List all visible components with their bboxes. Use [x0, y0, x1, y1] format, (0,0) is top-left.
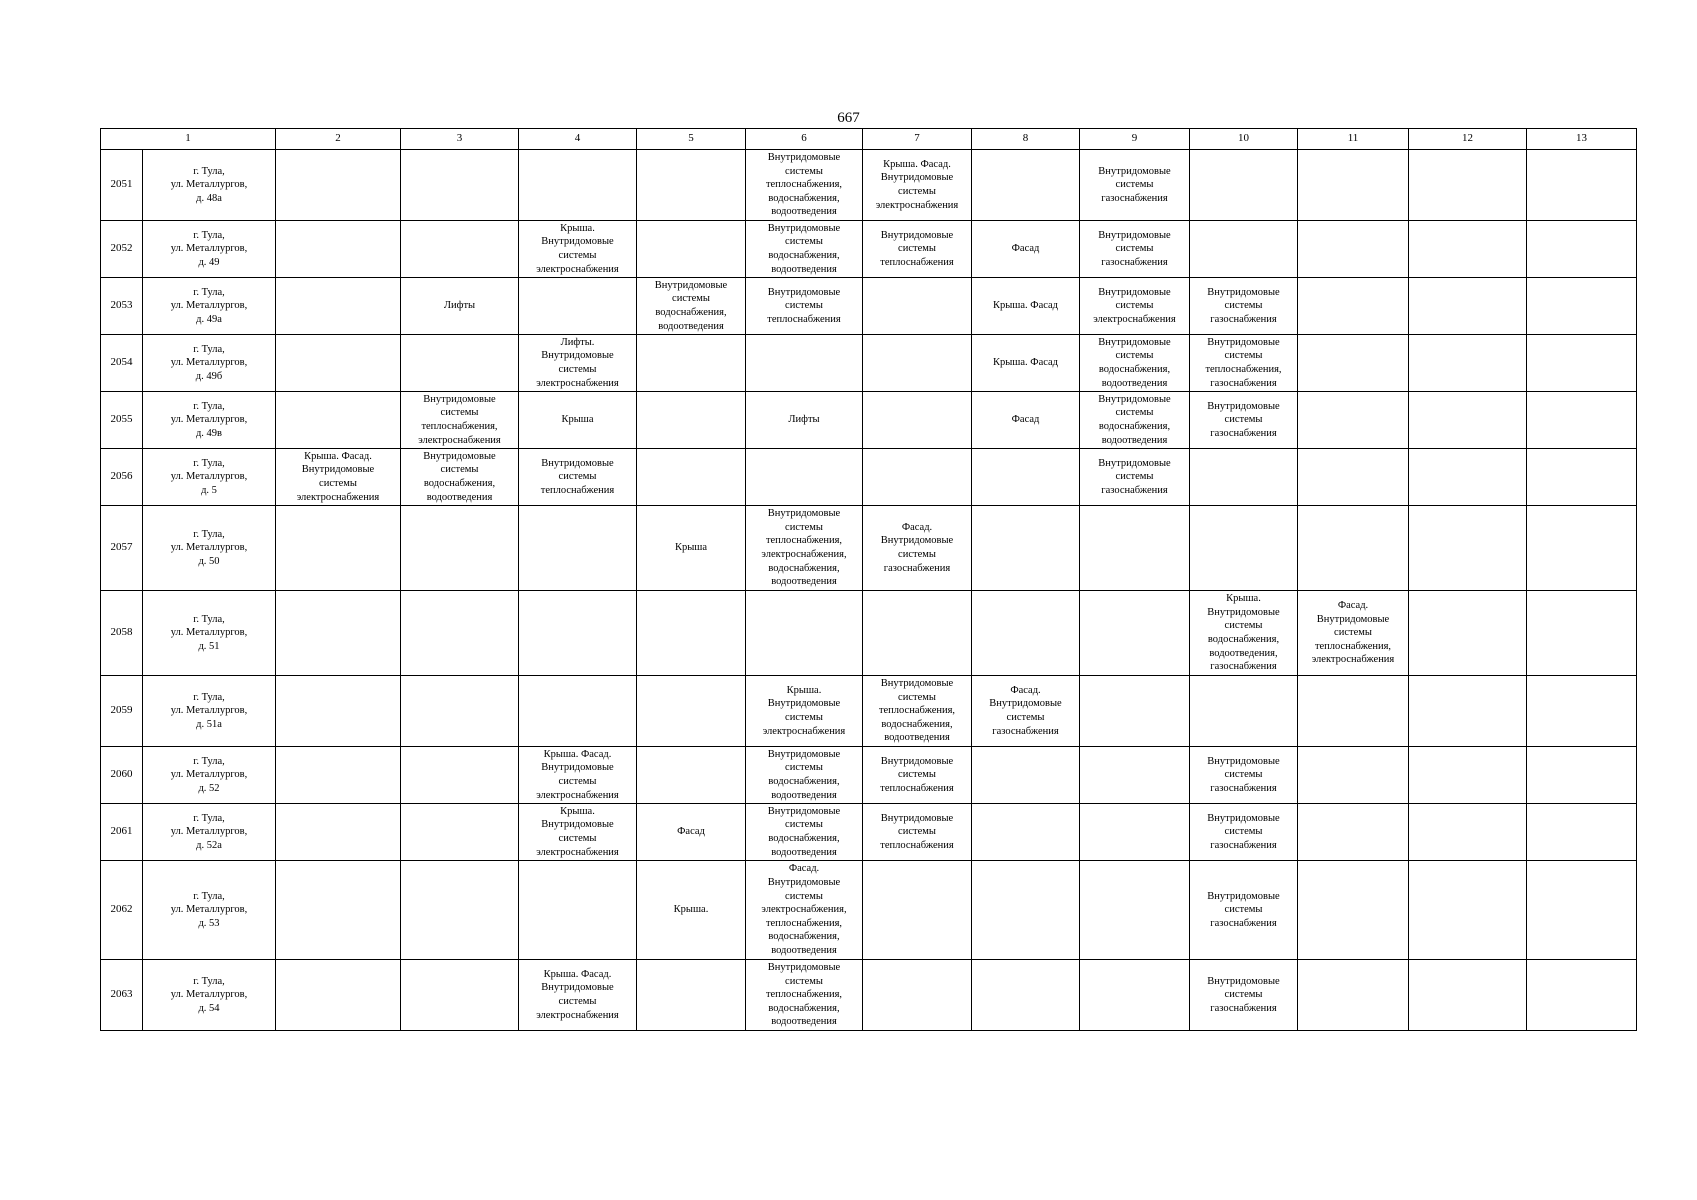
row-number: 2053: [101, 278, 143, 335]
work-cell-col-7: Внутридомовые системы теплоснабжения: [863, 804, 972, 861]
work-cell-col-2: [276, 676, 401, 747]
table-row: [101, 278, 1637, 335]
work-cell-col-10: Внутридомовые системы газоснабжения: [1190, 278, 1298, 335]
work-cell-col-10: Внутридомовые системы газоснабжения: [1190, 960, 1298, 1031]
work-cell-col-5: [637, 449, 746, 506]
work-cell-col-10: [1190, 676, 1298, 747]
work-cell-col-13: [1527, 747, 1637, 804]
table-row: [101, 221, 1637, 278]
work-cell-col-13: [1527, 506, 1637, 591]
work-cell-col-5: [637, 335, 746, 392]
work-cell-col-12: [1409, 747, 1527, 804]
work-cell-col-9: Внутридомовые системы электроснабжения: [1080, 278, 1190, 335]
table-row: [101, 335, 1637, 392]
table-row: [101, 591, 1637, 676]
work-cell-col-8: [972, 506, 1080, 591]
work-cell-col-6: [746, 335, 863, 392]
work-cell-col-10: Внутридомовые системы газоснабжения: [1190, 804, 1298, 861]
column-header: 11: [1298, 129, 1409, 150]
work-cell-col-7: [863, 449, 972, 506]
work-cell-col-9: [1080, 676, 1190, 747]
column-header: 10: [1190, 129, 1298, 150]
work-cell-col-6: Внутридомовые системы водоснабжения, водоотведения: [746, 804, 863, 861]
table-row: [101, 861, 1637, 960]
work-cell-col-8: [972, 747, 1080, 804]
work-cell-col-7: [863, 861, 972, 960]
work-cell-col-6: Фасад. Внутридомовые системы электроснабжения, теплоснабжения, водоснабжения, водоотведения: [746, 861, 863, 960]
work-cell-col-6: Внутридомовые системы теплоснабжения: [746, 278, 863, 335]
work-cell-col-2: [276, 591, 401, 676]
work-cell-col-3: Внутридомовые системы водоснабжения, водоотведения: [401, 449, 519, 506]
row-number: 2061: [101, 804, 143, 861]
work-cell-col-12: [1409, 676, 1527, 747]
work-cell-col-4: Крыша: [519, 392, 637, 449]
work-cell-col-9: [1080, 861, 1190, 960]
work-cell-col-13: [1527, 591, 1637, 676]
work-cell-col-7: [863, 960, 972, 1031]
work-cell-col-8: Фасад. Внутридомовые системы газоснабжения: [972, 676, 1080, 747]
work-cell-col-9: [1080, 591, 1190, 676]
address-cell: г. Тула, ул. Металлургов, д. 49а: [143, 278, 276, 335]
work-cell-col-2: [276, 861, 401, 960]
work-cell-col-9: Внутридомовые системы водоснабжения, водоотведения: [1080, 335, 1190, 392]
work-cell-col-7: Внутридомовые системы теплоснабжения: [863, 221, 972, 278]
column-header: 3: [401, 129, 519, 150]
address-cell: г. Тула, ул. Металлургов, д. 51а: [143, 676, 276, 747]
table-row: [101, 449, 1637, 506]
work-cell-col-13: [1527, 676, 1637, 747]
work-cell-col-7: Крыша. Фасад. Внутридомовые системы электроснабжения: [863, 150, 972, 221]
table-row: [101, 676, 1637, 747]
work-cell-col-2: [276, 221, 401, 278]
column-header: 5: [637, 129, 746, 150]
work-cell-col-6: [746, 449, 863, 506]
work-cell-col-6: [746, 591, 863, 676]
work-cell-col-11: [1298, 960, 1409, 1031]
work-cell-col-9: Внутридомовые системы газоснабжения: [1080, 221, 1190, 278]
row-number: 2058: [101, 591, 143, 676]
work-cell-col-4: [519, 861, 637, 960]
work-cell-col-7: [863, 591, 972, 676]
work-cell-col-12: [1409, 150, 1527, 221]
row-number: 2054: [101, 335, 143, 392]
page-number: 667: [837, 110, 860, 126]
address-cell: г. Тула, ул. Металлургов, д. 50: [143, 506, 276, 591]
work-cell-col-6: Крыша. Внутридомовые системы электроснабжения: [746, 676, 863, 747]
work-cell-col-5: [637, 150, 746, 221]
work-cell-col-6: Внутридомовые системы теплоснабжения, электроснабжения, водоснабжения, водоотведения: [746, 506, 863, 591]
work-cell-col-8: [972, 960, 1080, 1031]
work-cell-col-11: Фасад. Внутридомовые системы теплоснабжения, электроснабжения: [1298, 591, 1409, 676]
work-cell-col-4: Внутридомовые системы теплоснабжения: [519, 449, 637, 506]
work-cell-col-3: [401, 150, 519, 221]
work-cell-col-7: Фасад. Внутридомовые системы газоснабжения: [863, 506, 972, 591]
row-number: 2059: [101, 676, 143, 747]
column-header: 12: [1409, 129, 1527, 150]
work-cell-col-2: [276, 392, 401, 449]
work-cell-col-9: [1080, 804, 1190, 861]
work-cell-col-6: Внутридомовые системы водоснабжения, водоотведения: [746, 747, 863, 804]
work-cell-col-12: [1409, 804, 1527, 861]
work-cell-col-5: [637, 221, 746, 278]
work-cell-col-13: [1527, 861, 1637, 960]
work-cell-col-5: [637, 960, 746, 1031]
work-cell-col-6: Внутридомовые системы теплоснабжения, водоснабжения, водоотведения: [746, 150, 863, 221]
work-cell-col-11: [1298, 747, 1409, 804]
work-cell-col-11: [1298, 392, 1409, 449]
work-cell-col-3: [401, 506, 519, 591]
work-cell-col-5: Фасад: [637, 804, 746, 861]
address-cell: г. Тула, ул. Металлургов, д. 5: [143, 449, 276, 506]
work-cell-col-6: Внутридомовые системы теплоснабжения, водоснабжения, водоотведения: [746, 960, 863, 1031]
work-cell-col-2: Крыша. Фасад. Внутридомовые системы электроснабжения: [276, 449, 401, 506]
work-cell-col-11: [1298, 676, 1409, 747]
work-cell-col-9: Внутридомовые системы газоснабжения: [1080, 150, 1190, 221]
column-header: 6: [746, 129, 863, 150]
work-cell-col-7: Внутридомовые системы теплоснабжения, водоснабжения, водоотведения: [863, 676, 972, 747]
work-cell-col-3: [401, 747, 519, 804]
work-cell-col-8: [972, 804, 1080, 861]
work-cell-col-3: [401, 591, 519, 676]
work-cell-col-11: [1298, 506, 1409, 591]
work-cell-col-13: [1527, 278, 1637, 335]
work-cell-col-12: [1409, 591, 1527, 676]
work-cell-col-10: Крыша. Внутридомовые системы водоснабжения, водоотведения, газоснабжения: [1190, 591, 1298, 676]
work-cell-col-12: [1409, 960, 1527, 1031]
work-cell-col-4: [519, 150, 637, 221]
work-cell-col-4: Крыша. Внутридомовые системы электроснабжения: [519, 221, 637, 278]
work-cell-col-3: [401, 676, 519, 747]
work-cell-col-10: [1190, 449, 1298, 506]
work-cell-col-5: Крыша: [637, 506, 746, 591]
capital-repair-table: [100, 128, 1637, 1031]
row-number: 2055: [101, 392, 143, 449]
work-cell-col-9: Внутридомовые системы газоснабжения: [1080, 449, 1190, 506]
work-cell-col-9: [1080, 747, 1190, 804]
address-cell: г. Тула, ул. Металлургов, д. 49в: [143, 392, 276, 449]
work-cell-col-3: [401, 335, 519, 392]
address-cell: г. Тула, ул. Металлургов, д. 51: [143, 591, 276, 676]
work-cell-col-5: [637, 676, 746, 747]
work-cell-col-3: [401, 861, 519, 960]
work-cell-col-4: Крыша. Фасад. Внутридомовые системы электроснабжения: [519, 747, 637, 804]
work-cell-col-10: Внутридомовые системы газоснабжения: [1190, 861, 1298, 960]
column-header: 9: [1080, 129, 1190, 150]
table-row: [101, 392, 1637, 449]
table-row: [101, 747, 1637, 804]
work-cell-col-10: [1190, 150, 1298, 221]
work-cell-col-12: [1409, 506, 1527, 591]
work-cell-col-3: Внутридомовые системы теплоснабжения, электроснабжения: [401, 392, 519, 449]
header-row: [101, 129, 1637, 150]
work-cell-col-4: Крыша. Фасад. Внутридомовые системы электроснабжения: [519, 960, 637, 1031]
work-cell-col-5: [637, 747, 746, 804]
work-cell-col-10: Внутридомовые системы газоснабжения: [1190, 392, 1298, 449]
work-cell-col-7: [863, 278, 972, 335]
work-cell-col-5: Крыша.: [637, 861, 746, 960]
row-number: 2056: [101, 449, 143, 506]
work-cell-col-3: [401, 804, 519, 861]
work-cell-col-13: [1527, 221, 1637, 278]
work-cell-col-2: [276, 335, 401, 392]
work-cell-col-11: [1298, 861, 1409, 960]
work-cell-col-3: [401, 960, 519, 1031]
column-header: 13: [1527, 129, 1637, 150]
work-cell-col-2: [276, 804, 401, 861]
work-cell-col-2: [276, 150, 401, 221]
table-row: [101, 960, 1637, 1031]
work-cell-col-2: [276, 960, 401, 1031]
work-cell-col-10: Внутридомовые системы теплоснабжения, газоснабжения: [1190, 335, 1298, 392]
row-number: 2052: [101, 221, 143, 278]
work-cell-col-10: Внутридомовые системы газоснабжения: [1190, 747, 1298, 804]
address-cell: г. Тула, ул. Металлургов, д. 52: [143, 747, 276, 804]
work-cell-col-13: [1527, 804, 1637, 861]
address-cell: г. Тула, ул. Металлургов, д. 54: [143, 960, 276, 1031]
work-cell-col-11: [1298, 150, 1409, 221]
work-cell-col-11: [1298, 335, 1409, 392]
work-cell-col-8: Крыша. Фасад: [972, 335, 1080, 392]
work-cell-col-7: [863, 335, 972, 392]
table-row: [101, 150, 1637, 221]
work-cell-col-4: [519, 506, 637, 591]
column-header: 2: [276, 129, 401, 150]
work-cell-col-13: [1527, 960, 1637, 1031]
work-cell-col-12: [1409, 335, 1527, 392]
work-cell-col-10: [1190, 221, 1298, 278]
row-number: 2063: [101, 960, 143, 1031]
work-cell-col-8: Крыша. Фасад: [972, 278, 1080, 335]
work-cell-col-12: [1409, 392, 1527, 449]
work-cell-col-4: Крыша. Внутридомовые системы электроснабжения: [519, 804, 637, 861]
work-cell-col-8: Фасад: [972, 392, 1080, 449]
work-cell-col-12: [1409, 221, 1527, 278]
work-cell-col-4: Лифты. Внутридомовые системы электроснабжения: [519, 335, 637, 392]
work-cell-col-6: Лифты: [746, 392, 863, 449]
work-cell-col-4: [519, 278, 637, 335]
row-number: 2051: [101, 150, 143, 221]
address-cell: г. Тула, ул. Металлургов, д. 49: [143, 221, 276, 278]
row-number: 2057: [101, 506, 143, 591]
work-cell-col-4: [519, 591, 637, 676]
work-cell-col-11: [1298, 804, 1409, 861]
work-cell-col-9: [1080, 960, 1190, 1031]
work-cell-col-13: [1527, 150, 1637, 221]
address-cell: г. Тула, ул. Металлургов, д. 48а: [143, 150, 276, 221]
work-cell-col-11: [1298, 449, 1409, 506]
work-cell-col-4: [519, 676, 637, 747]
work-cell-col-3: [401, 221, 519, 278]
work-cell-col-5: [637, 591, 746, 676]
table-row: [101, 804, 1637, 861]
work-cell-col-6: Внутридомовые системы водоснабжения, водоотведения: [746, 221, 863, 278]
work-cell-col-3: Лифты: [401, 278, 519, 335]
work-cell-col-13: [1527, 335, 1637, 392]
work-cell-col-9: Внутридомовые системы водоснабжения, водоотведения: [1080, 392, 1190, 449]
work-cell-col-11: [1298, 278, 1409, 335]
row-number: 2060: [101, 747, 143, 804]
work-cell-col-10: [1190, 506, 1298, 591]
work-cell-col-2: [276, 747, 401, 804]
work-cell-col-13: [1527, 449, 1637, 506]
work-cell-col-8: [972, 150, 1080, 221]
address-cell: г. Тула, ул. Металлургов, д. 49б: [143, 335, 276, 392]
work-cell-col-2: [276, 506, 401, 591]
work-cell-col-8: [972, 861, 1080, 960]
work-cell-col-7: Внутридомовые системы теплоснабжения: [863, 747, 972, 804]
work-cell-col-5: [637, 392, 746, 449]
work-cell-col-12: [1409, 449, 1527, 506]
work-cell-col-11: [1298, 221, 1409, 278]
work-cell-col-13: [1527, 392, 1637, 449]
address-cell: г. Тула, ул. Металлургов, д. 53: [143, 861, 276, 960]
row-number: 2062: [101, 861, 143, 960]
address-cell: г. Тула, ул. Металлургов, д. 52а: [143, 804, 276, 861]
work-cell-col-12: [1409, 278, 1527, 335]
work-cell-col-5: Внутридомовые системы водоснабжения, водоотведения: [637, 278, 746, 335]
work-cell-col-12: [1409, 861, 1527, 960]
work-cell-col-9: [1080, 506, 1190, 591]
column-header: 7: [863, 129, 972, 150]
column-header: 1: [101, 129, 276, 150]
table-row: [101, 506, 1637, 591]
work-cell-col-8: [972, 591, 1080, 676]
column-header: 4: [519, 129, 637, 150]
column-header: 8: [972, 129, 1080, 150]
work-cell-col-2: [276, 278, 401, 335]
work-cell-col-8: [972, 449, 1080, 506]
work-cell-col-7: [863, 392, 972, 449]
work-cell-col-8: Фасад: [972, 221, 1080, 278]
